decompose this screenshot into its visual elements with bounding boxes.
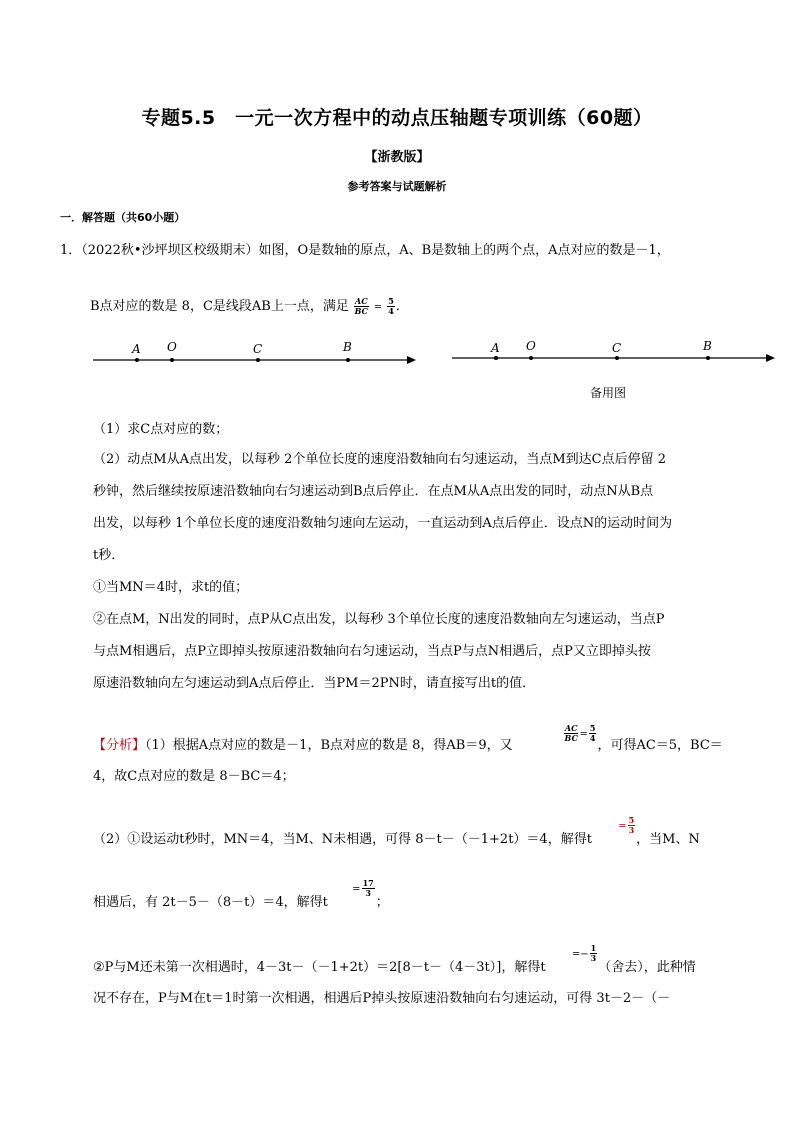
label-c: C [612, 341, 622, 355]
ratio-fraction: $\frac{AC}{BC}$ [354, 296, 368, 316]
question-2-line: 出发，以每秒 1个单位长度的速度沿数轴匀速向左运动，一直运动到A点后停止．设点N的运动时间为 [93, 516, 673, 531]
page-title: 专题5.5 一元一次方程中的动点压轴题专项训练（60题） [141, 107, 653, 129]
point-o [529, 356, 533, 360]
analysis-line-2: 4，故C点对应的数是 8－BC＝4； [93, 769, 295, 784]
problem-text: 如图，O是数轴的原点，A、B是数轴上的两个点，A点对应的数是－1， [258, 243, 670, 258]
number-line-main [93, 356, 416, 364]
subtitle: 参考答案与试题解析 [347, 180, 447, 193]
label-c: C [253, 342, 263, 356]
analysis-line-3: （2）①设运动t秒时，MN＝4，当M、N未相遇，可得 8－t－（－1+2t）＝4，解得t = $\frac{5}{3}$ ，当M、N [93, 815, 700, 847]
answer-fraction: $\frac{5}{3}$ [628, 815, 635, 835]
point-b [346, 358, 350, 362]
figure-caption: 备用图 [590, 386, 627, 400]
problem-text: B点对应的数是 8，C是线段AB上一点，满足 [90, 299, 349, 314]
analysis-line-4: 相遇后，有 2t－5－（8－t）＝4，解得t = $\frac{17}{3}$ ； [93, 878, 389, 910]
ratio-fraction: $\frac{AC}{BC}$ [564, 723, 578, 743]
question-2-2-line: ②在点M，N出发的同时，点P从C点出发，以每秒 3个单位长度的速度沿数轴向左匀速运动，当点P [93, 612, 665, 627]
label-a: A [132, 342, 141, 356]
question-2-line: 秒钟，然后继续按原速沿数轴向右匀速运动到B点后停止．在点M从A点出发的同时，动点N从B点 [93, 484, 654, 499]
question-1: （1）求C点对应的数； [93, 422, 229, 437]
problem-line-1 [60, 242, 670, 260]
label-b: B [343, 340, 352, 354]
point-a [494, 356, 498, 360]
point-o [170, 358, 174, 362]
equals-sign: = [373, 302, 383, 313]
analysis-tag: 【分析】 [93, 738, 146, 753]
answer-fraction: $\frac{1}{3}$ [590, 943, 597, 963]
question-2-1: ①当MN＝4时，求t的值； [93, 580, 249, 595]
question-2-2-line: 与点M相遇后，点P立即掉头按原速沿数轴向右匀速运动，当点P与点N相遇后，点P又立即掉头按 [93, 644, 651, 659]
label-b: B [703, 339, 712, 353]
point-a [135, 358, 139, 362]
analysis-line-5: ②P与M还未第一次相遇时，4－3t－（－1+2t）＝2[8－t－（4－3t）]，解得t =− $\frac{1}{3}$ （舍去），此种情 [93, 943, 696, 975]
label-o: O [526, 339, 536, 353]
number-line-figures [0, 330, 794, 410]
edition-label: 【浙教版】 [364, 150, 430, 165]
section-heading: 一．解答题（共60小题） [60, 211, 186, 224]
point-c [615, 356, 619, 360]
problem-number: 1． [60, 243, 82, 258]
point-c [256, 358, 260, 362]
question-2-line: （2）动点M从A点出发，以每秒 2个单位长度的速度沿数轴向右匀速运动，当点M到达C点后停留 2 [93, 452, 667, 467]
analysis-line-6: 况不存在，P与M在t＝1时第一次相遇，相遇后P掉头按原速沿数轴向右匀速运动，可得 3t－2－（－ [93, 991, 671, 1006]
answer-fraction: $\frac{17}{3}$ [362, 878, 374, 898]
problem-source: （2022秋•沙坪坝区校级期末） [81, 243, 259, 258]
point-b [706, 356, 710, 360]
number-line-spare [452, 354, 775, 362]
analysis-line-1: 【分析】（1）根据A点对应的数是－1，B点对应的数是 8，得AB＝9，又 $\frac{AC}{BC}$ = $\frac{5}{4}$ ，可得AC＝5，BC＝ [93, 723, 723, 753]
ratio-value-fraction: $\frac{5}{4}$ [589, 723, 596, 743]
ratio-value-fraction: $\frac{5}{4}$ [388, 296, 394, 316]
question-2-2-line: 原速沿数轴向左匀速运动到A点后停止．当PM＝2PN时，请直接写出t的值． [93, 676, 536, 691]
question-2-line: t秒． [93, 548, 125, 563]
label-a: A [491, 341, 500, 355]
problem-line-2: B点对应的数是 8，C是线段AB上一点，满足 $\frac{AC}{BC}$ = $\frac{5}{4}$ ． [90, 296, 409, 316]
label-o: O [167, 340, 177, 354]
